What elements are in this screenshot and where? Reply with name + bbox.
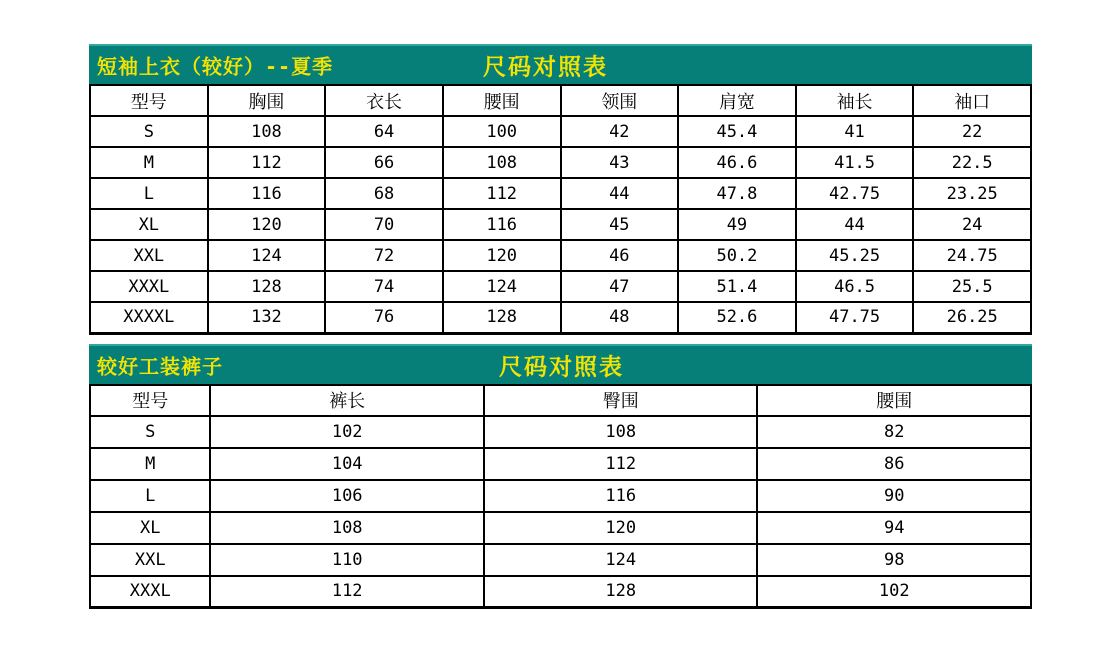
column-header: 领围	[561, 85, 679, 116]
size-label-cell: XXXL	[90, 271, 208, 302]
measurement-cell: 46	[561, 240, 679, 271]
measurement-cell: 132	[208, 302, 326, 333]
size-label-cell: XL	[90, 209, 208, 240]
measurement-cell: 112	[208, 147, 326, 178]
table-row	[90, 116, 1031, 147]
measurement-cell: 42.75	[796, 178, 914, 209]
measurement-cell: 116	[208, 178, 326, 209]
measurement-cell: 44	[796, 209, 914, 240]
column-header: 肩宽	[678, 85, 796, 116]
column-header: 衣长	[325, 85, 443, 116]
measurement-cell: 112	[443, 178, 561, 209]
measurement-cell: 112	[484, 448, 758, 480]
measurement-cell: 110	[210, 544, 484, 576]
measurement-cell: 46.5	[796, 271, 914, 302]
pants-size-chart-label: 尺码对照表	[499, 354, 624, 380]
table-row	[90, 302, 1031, 333]
measurement-cell: 90	[757, 480, 1031, 512]
size-label-cell: S	[90, 116, 208, 147]
header-row	[90, 385, 1031, 416]
table-row	[90, 576, 1031, 608]
measurement-cell: 108	[443, 147, 561, 178]
column-header: 臀围	[484, 385, 758, 416]
pants-title: 较好工装裤子	[97, 354, 223, 378]
measurement-cell: 51.4	[678, 271, 796, 302]
measurement-cell: 44	[561, 178, 679, 209]
measurement-cell: 42	[561, 116, 679, 147]
measurement-cell: 128	[484, 576, 758, 608]
size-chart-sheet	[89, 44, 1032, 609]
measurement-cell: 116	[484, 480, 758, 512]
table-row	[90, 240, 1031, 271]
measurement-cell: 47.8	[678, 178, 796, 209]
measurement-cell: 22	[913, 116, 1031, 147]
shirt-size-table	[89, 84, 1032, 335]
measurement-cell: 108	[210, 512, 484, 544]
measurement-cell: 98	[757, 544, 1031, 576]
measurement-cell: 49	[678, 209, 796, 240]
measurement-cell: 66	[325, 147, 443, 178]
size-label-cell: XXL	[90, 240, 208, 271]
column-header: 腰围	[757, 385, 1031, 416]
size-label-cell: L	[90, 178, 208, 209]
measurement-cell: 72	[325, 240, 443, 271]
measurement-cell: 24	[913, 209, 1031, 240]
column-header: 袖长	[796, 85, 914, 116]
measurement-cell: 24.75	[913, 240, 1031, 271]
measurement-cell: 45.25	[796, 240, 914, 271]
measurement-cell: 26.25	[913, 302, 1031, 333]
column-header: 型号	[90, 85, 208, 116]
measurement-cell: 106	[210, 480, 484, 512]
measurement-cell: 22.5	[913, 147, 1031, 178]
column-header: 裤长	[210, 385, 484, 416]
table-row	[90, 178, 1031, 209]
pants-title-band	[89, 344, 1032, 384]
table-row	[90, 416, 1031, 448]
measurement-cell: 41.5	[796, 147, 914, 178]
measurement-cell: 76	[325, 302, 443, 333]
measurement-cell: 46.6	[678, 147, 796, 178]
column-header: 腰围	[443, 85, 561, 116]
shirt-size-section	[89, 44, 1032, 335]
table-row	[90, 480, 1031, 512]
measurement-cell: 124	[443, 271, 561, 302]
measurement-cell: 108	[484, 416, 758, 448]
pants-size-table	[89, 384, 1032, 610]
measurement-cell: 45.4	[678, 116, 796, 147]
measurement-cell: 124	[208, 240, 326, 271]
table-row	[90, 448, 1031, 480]
column-header: 胸围	[208, 85, 326, 116]
measurement-cell: 100	[443, 116, 561, 147]
shirt-size-chart-label: 尺码对照表	[483, 54, 608, 81]
measurement-cell: 82	[757, 416, 1031, 448]
table-row	[90, 147, 1031, 178]
measurement-cell: 50.2	[678, 240, 796, 271]
measurement-cell: 108	[208, 116, 326, 147]
measurement-cell: 52.6	[678, 302, 796, 333]
measurement-cell: 47	[561, 271, 679, 302]
measurement-cell: 41	[796, 116, 914, 147]
measurement-cell: 116	[443, 209, 561, 240]
table-row	[90, 512, 1031, 544]
measurement-cell: 120	[208, 209, 326, 240]
measurement-cell: 64	[325, 116, 443, 147]
size-label-cell: M	[90, 448, 210, 480]
size-label-cell: XL	[90, 512, 210, 544]
size-label-cell: L	[90, 480, 210, 512]
size-label-cell: XXL	[90, 544, 210, 576]
size-label-cell: XXXXL	[90, 302, 208, 333]
size-label-cell: M	[90, 147, 208, 178]
table-row	[90, 544, 1031, 576]
pants-size-section	[89, 344, 1032, 610]
header-row	[90, 85, 1031, 116]
measurement-cell: 104	[210, 448, 484, 480]
measurement-cell: 70	[325, 209, 443, 240]
measurement-cell: 124	[484, 544, 758, 576]
size-label-cell: S	[90, 416, 210, 448]
measurement-cell: 43	[561, 147, 679, 178]
measurement-cell: 74	[325, 271, 443, 302]
measurement-cell: 102	[210, 416, 484, 448]
measurement-cell: 23.25	[913, 178, 1031, 209]
table-row	[90, 209, 1031, 240]
measurement-cell: 128	[443, 302, 561, 333]
measurement-cell: 86	[757, 448, 1031, 480]
measurement-cell: 112	[210, 576, 484, 608]
shirt-title: 短袖上衣（较好）--夏季	[97, 54, 334, 79]
measurement-cell: 25.5	[913, 271, 1031, 302]
table-row	[90, 271, 1031, 302]
measurement-cell: 48	[561, 302, 679, 333]
measurement-cell: 120	[484, 512, 758, 544]
measurement-cell: 47.75	[796, 302, 914, 333]
measurement-cell: 94	[757, 512, 1031, 544]
column-header: 型号	[90, 385, 210, 416]
column-header: 袖口	[913, 85, 1031, 116]
shirt-title-band	[89, 44, 1032, 84]
measurement-cell: 128	[208, 271, 326, 302]
measurement-cell: 120	[443, 240, 561, 271]
measurement-cell: 45	[561, 209, 679, 240]
measurement-cell: 102	[757, 576, 1031, 608]
size-label-cell: XXXL	[90, 576, 210, 608]
measurement-cell: 68	[325, 178, 443, 209]
